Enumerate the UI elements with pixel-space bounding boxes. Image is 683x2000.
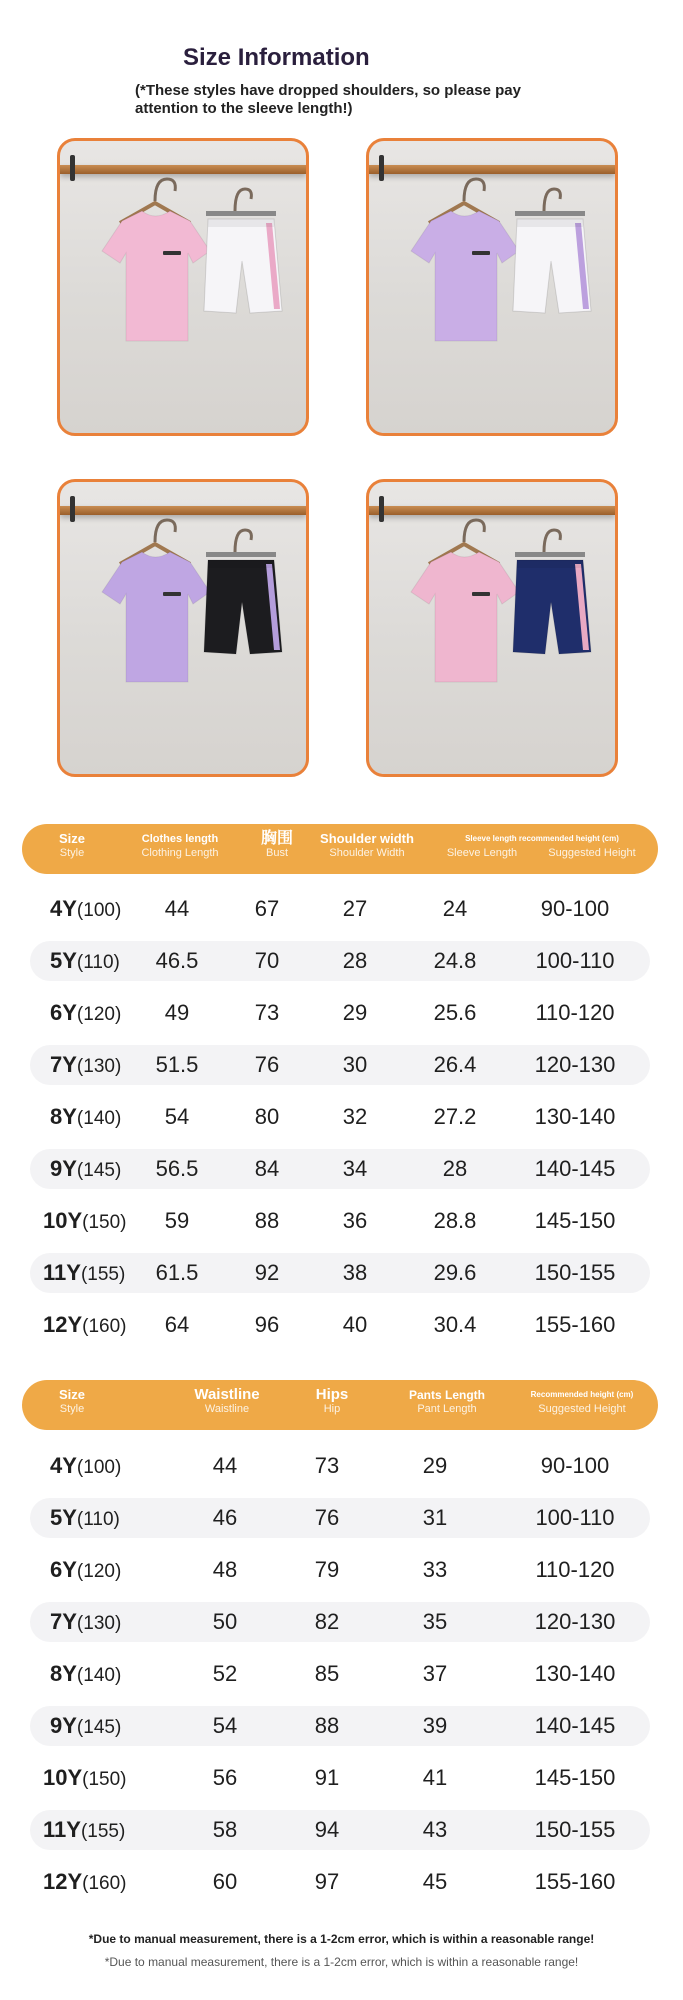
product-photo-purple-black — [57, 479, 309, 777]
suggested-height-cell: 130-140 — [534, 1661, 616, 1686]
suggested-height-cell: 110-120 — [535, 1000, 615, 1025]
product-photo-purple-white — [366, 138, 618, 436]
bottom-table-header — [22, 1380, 658, 1430]
clothes-length-cell: 56.5 — [155, 1156, 199, 1181]
pants-length-cell: 41 — [422, 1765, 448, 1790]
table-row — [30, 1602, 650, 1642]
table-row — [30, 1758, 650, 1798]
shoulder-width-cell: 40 — [342, 1312, 368, 1337]
pants-length-cell: 33 — [422, 1557, 448, 1582]
suggested-height-cell: 145-150 — [534, 1208, 616, 1233]
header-hips: Hips Hip — [315, 1386, 349, 1415]
waistline-cell: 58 — [212, 1817, 238, 1842]
suggested-height-cell: 140-145 — [534, 1713, 616, 1738]
size-cell: 5Y(110) — [50, 948, 120, 973]
size-cell: 7Y(130) — [50, 1052, 122, 1077]
header-size-2: Size Style — [58, 1387, 85, 1415]
clothes-length-cell: 54 — [164, 1104, 190, 1129]
clothes-length-cell: 51.5 — [155, 1052, 199, 1077]
sleeve-length-cell: 30.4 — [433, 1312, 477, 1337]
pants-length-cell: 37 — [422, 1661, 448, 1686]
hips-cell: 85 — [314, 1661, 340, 1686]
table-row — [30, 1550, 650, 1590]
hanger-hook — [155, 520, 175, 542]
bust-cell: 73 — [254, 1000, 280, 1025]
pants-length-cell: 43 — [422, 1817, 448, 1842]
header-sleeve-length: Sleeve length recommended height (cm) Sleeve Length Suggested Height — [446, 834, 636, 859]
clothes-length-cell: 64 — [164, 1312, 190, 1337]
pants-length-cell: 45 — [422, 1869, 448, 1894]
table-row — [30, 1097, 650, 1137]
suggested-height-cell: 130-140 — [534, 1104, 616, 1129]
clothes-length-cell: 61.5 — [155, 1260, 199, 1285]
size-cell: 8Y(140) — [50, 1104, 122, 1129]
bust-cell: 80 — [254, 1104, 280, 1129]
suggested-height-cell: 150-155 — [534, 1260, 616, 1285]
shoulder-width-cell: 29 — [342, 1000, 368, 1025]
hips-cell: 91 — [314, 1765, 340, 1790]
hanger-hook-2 — [235, 189, 251, 211]
table-row — [30, 941, 650, 981]
table-row — [30, 1253, 650, 1293]
hanger-hook — [155, 179, 175, 201]
shoulder-width-cell: 34 — [342, 1156, 368, 1181]
waistline-cell: 46 — [212, 1505, 238, 1530]
table-row — [30, 1149, 650, 1189]
waistline-cell: 52 — [212, 1661, 238, 1686]
table-row — [30, 1706, 650, 1746]
bust-cell: 67 — [254, 896, 280, 921]
header-bust: 胸围 Bust — [260, 830, 293, 859]
size-cell: 11Y(155) — [43, 1817, 126, 1842]
sleeve-length-cell: 24.8 — [433, 948, 477, 973]
product-photo-pink-navy — [366, 479, 618, 777]
suggested-height-cell: 150-155 — [534, 1817, 616, 1842]
table-row — [30, 1201, 650, 1241]
size-cell: 11Y(155) — [43, 1260, 126, 1285]
size-cell: 9Y(145) — [50, 1713, 122, 1738]
sleeve-length-cell: 25.6 — [433, 1000, 477, 1025]
bust-cell: 76 — [254, 1052, 280, 1077]
hips-cell: 94 — [314, 1817, 340, 1842]
outfit-illustration — [369, 482, 615, 774]
table-row — [30, 1446, 650, 1486]
outfit-illustration — [60, 141, 306, 433]
size-cell: 6Y(120) — [50, 1557, 122, 1582]
shoulder-note: (*These styles have dropped shoulders, so please pay attention to the sleeve length!) — [135, 82, 521, 117]
waistline-cell: 44 — [212, 1453, 238, 1478]
bust-cell: 92 — [254, 1260, 280, 1285]
pants-length-cell: 39 — [422, 1713, 448, 1738]
waistline-cell: 50 — [212, 1609, 238, 1634]
hanger-hook — [464, 179, 484, 201]
shoulder-width-cell: 38 — [342, 1260, 368, 1285]
sleeve-length-cell: 28.8 — [433, 1208, 477, 1233]
chest-logo — [472, 592, 490, 596]
clip-hanger — [515, 211, 585, 216]
table-row — [30, 1654, 650, 1694]
waistline-cell: 56 — [212, 1765, 238, 1790]
suggested-height-cell: 120-130 — [534, 1052, 616, 1077]
footnote-bold: *Due to manual measurement, there is a 1-2cm error, which is within a reasonable range! — [88, 1932, 595, 1946]
header-recommended-height: Recommended height (cm) Suggested Height — [530, 1390, 634, 1415]
table-row — [30, 1498, 650, 1538]
footnote-plain: *Due to manual measurement, there is a 1-2cm error, which is within a reasonable range! — [104, 1955, 579, 1969]
suggested-height-cell: 155-160 — [534, 1312, 616, 1337]
suggested-height-cell: 140-145 — [534, 1156, 616, 1181]
waistband — [208, 219, 274, 227]
chest-logo — [472, 251, 490, 255]
clothes-length-cell: 46.5 — [155, 948, 199, 973]
shoulder-width-cell: 30 — [342, 1052, 368, 1077]
bust-cell: 88 — [254, 1208, 280, 1233]
shoulder-width-cell: 36 — [342, 1208, 368, 1233]
hanger-hook-2 — [235, 530, 251, 552]
clip-hanger — [515, 552, 585, 557]
size-cell: 4Y(100) — [50, 896, 122, 921]
suggested-height-cell: 120-130 — [534, 1609, 616, 1634]
hips-cell: 79 — [314, 1557, 340, 1582]
table-row — [30, 993, 650, 1033]
suggested-height-cell: 90-100 — [540, 896, 610, 921]
table-row — [30, 889, 650, 929]
header-size: Size Style — [58, 831, 85, 859]
t-shirt — [102, 211, 210, 341]
size-cell: 10Y(150) — [43, 1208, 127, 1233]
bust-cell: 84 — [254, 1156, 280, 1181]
size-cell: 12Y(160) — [43, 1312, 127, 1337]
waistline-cell: 48 — [212, 1557, 238, 1582]
chest-logo — [163, 251, 181, 255]
header-pants-length: Pants Length Pant Length — [408, 1388, 485, 1415]
hips-cell: 73 — [314, 1453, 340, 1478]
suggested-height-cell: 90-100 — [540, 1453, 610, 1478]
sleeve-length-cell: 29.6 — [433, 1260, 477, 1285]
sleeve-length-cell: 24 — [442, 896, 468, 921]
clip-hanger — [206, 211, 276, 216]
product-photo-pink-white — [57, 138, 309, 436]
size-cell: 12Y(160) — [43, 1869, 127, 1894]
size-cell: 6Y(120) — [50, 1000, 122, 1025]
bust-cell: 70 — [254, 948, 280, 973]
hips-cell: 82 — [314, 1609, 340, 1634]
clothes-length-cell: 44 — [164, 896, 190, 921]
header-clothes-length: Clothes length Clothing Length — [141, 833, 219, 859]
hips-cell: 97 — [314, 1869, 340, 1894]
sleeve-length-cell: 26.4 — [433, 1052, 477, 1077]
suggested-height-cell: 100-110 — [535, 1505, 615, 1530]
clothes-length-cell: 49 — [164, 1000, 190, 1025]
clothes-length-cell: 59 — [164, 1208, 190, 1233]
size-cell: 8Y(140) — [50, 1661, 122, 1686]
size-cell: 4Y(100) — [50, 1453, 122, 1478]
sleeve-length-cell: 28 — [442, 1156, 468, 1181]
clip-hanger — [206, 552, 276, 557]
hanger-hook-2 — [544, 189, 560, 211]
table-row — [30, 1862, 650, 1902]
suggested-height-cell: 155-160 — [534, 1869, 616, 1894]
t-shirt — [411, 211, 519, 341]
bust-cell: 96 — [254, 1312, 280, 1337]
sleeve-length-cell: 27.2 — [433, 1104, 477, 1129]
table-row — [30, 1305, 650, 1345]
suggested-height-cell: 145-150 — [534, 1765, 616, 1790]
table-row — [30, 1045, 650, 1085]
size-cell: 7Y(130) — [50, 1609, 122, 1634]
suggested-height-cell: 110-120 — [535, 1557, 615, 1582]
waistband — [517, 219, 583, 227]
waistband — [208, 560, 274, 568]
outfit-illustration — [60, 482, 306, 774]
hips-cell: 88 — [314, 1713, 340, 1738]
chest-logo — [163, 592, 181, 596]
outfit-illustration — [369, 141, 615, 433]
shoulder-width-cell: 32 — [342, 1104, 368, 1129]
header-shoulder-width: Shoulder width Shoulder Width — [320, 831, 414, 859]
waistline-cell: 60 — [212, 1869, 238, 1894]
pants-length-cell: 35 — [422, 1609, 448, 1634]
t-shirt — [411, 552, 519, 682]
suggested-height-cell: 100-110 — [535, 948, 615, 973]
waistband — [517, 560, 583, 568]
table-row — [30, 1810, 650, 1850]
hips-cell: 76 — [314, 1505, 340, 1530]
waistline-cell: 54 — [212, 1713, 238, 1738]
top-table-header — [22, 824, 658, 874]
hanger-hook-2 — [544, 530, 560, 552]
t-shirt — [102, 552, 210, 682]
page-title: Size Information — [183, 44, 370, 71]
hanger-hook — [464, 520, 484, 542]
pants-length-cell: 31 — [422, 1505, 448, 1530]
size-cell: 9Y(145) — [50, 1156, 122, 1181]
header-waistline: Waistline Waistline — [194, 1386, 260, 1415]
shoulder-width-cell: 27 — [342, 896, 368, 921]
size-cell: 10Y(150) — [43, 1765, 127, 1790]
shoulder-width-cell: 28 — [342, 948, 368, 973]
pants-length-cell: 29 — [422, 1453, 448, 1478]
size-cell: 5Y(110) — [50, 1505, 120, 1530]
